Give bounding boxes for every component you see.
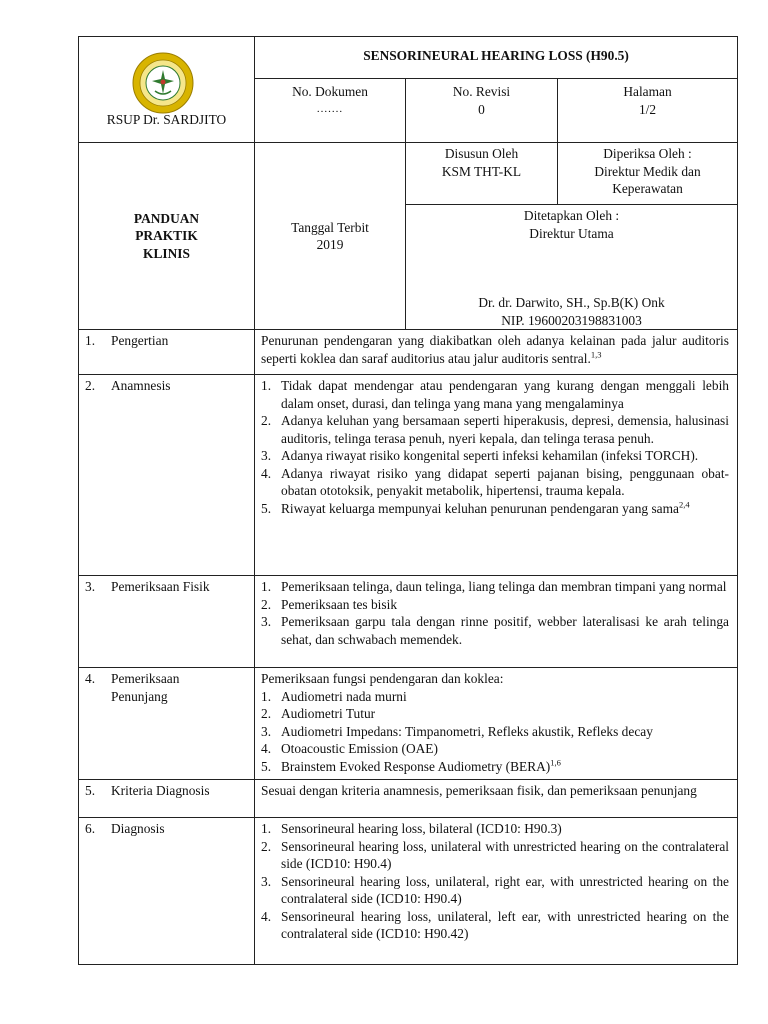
list-item: 2. Sensorineural hearing loss, unilateral with unrestricted hearing on the contralateral side (ICD10: H90.4) — [261, 838, 729, 871]
row-pengertian — [79, 330, 738, 375]
label-diagnosis: 6. Diagnosis — [79, 818, 255, 965]
list-item: 1. Audiometri nada murni — [261, 688, 407, 704]
label-penunjang: 4. Pemeriksaan Penunjang — [79, 668, 255, 780]
doc-number-label: No. Dokumen — [292, 84, 368, 99]
row-diagnosis — [79, 818, 738, 965]
revision-label: No. Revisi — [452, 84, 511, 99]
content-fisik — [255, 576, 738, 668]
page-cell — [558, 79, 738, 143]
page-label: Halaman — [623, 84, 672, 99]
doc-number-cell — [255, 79, 406, 143]
label-pengertian: 1. Pengertian — [79, 330, 255, 375]
revision-value: 0 — [478, 101, 485, 117]
ref-pengertian: 1,3 — [590, 349, 602, 360]
content-anamnesis — [255, 375, 738, 576]
label-kriteria: 5. Kriteria Diagnosis — [79, 780, 255, 818]
hospital-logo-cell — [79, 37, 255, 143]
signer-nip: NIP. 19600203198831003 — [501, 312, 642, 328]
guide-title: PANDUAN PRAKTIK KLINIS — [79, 143, 255, 330]
row-fisik — [79, 576, 738, 668]
checked-by-value: Direktur Medik dan Keperawatan — [594, 163, 701, 196]
approved-by-cell — [406, 205, 738, 330]
list-item: 1. Sensorineural hearing loss, bilateral (ICD10: H90.3) — [261, 821, 562, 836]
hospital-name: RSUP Dr. SARDJITO — [106, 112, 227, 127]
hospital-logo-icon — [131, 51, 195, 115]
compiled-by-cell — [406, 143, 558, 205]
list-item: 3. Pemeriksaan garpu tala dengan rinne positif, webber lateralisasi ke arah telinga sehat, dan schwabach memendek. — [261, 614, 729, 647]
row-anamnesis — [79, 375, 738, 576]
checked-by-label: Diperiksa Oleh : — [603, 146, 692, 161]
list-item: 4. Adanya riwayat risiko yang didapat seperti pajanan bising, penggunaan obat-obatan ototoksik, penyakit metabolik, hipertensi, trauma kepala. — [261, 465, 729, 498]
approved-by-value: Direktur Utama — [529, 225, 614, 241]
list-item: 4. Otoacoustic Emission (OAE) — [261, 741, 438, 756]
doc-number-value: ....... — [316, 102, 344, 115]
content-penunjang — [255, 668, 738, 780]
document — [78, 36, 737, 965]
approved-by-label: Ditetapkan Oleh : — [523, 208, 620, 223]
issue-date-value: 2019 — [316, 237, 344, 252]
list-item: 1. Tidak dapat mendengar atau pendengaran yang kurang dengan menggali lebih dalam onset, durasi, dan telinga yang mana yang mengalaminya — [261, 378, 729, 411]
signer-name: Dr. dr. Darwito, SH., Sp.B(K) Onk — [478, 295, 665, 310]
ref-penunjang: 1,6 — [550, 757, 561, 768]
label-anamnesis: 2. Anamnesis — [79, 375, 255, 576]
content-diagnosis — [255, 818, 738, 965]
row-kriteria — [79, 780, 738, 818]
label-fisik: 3. Pemeriksaan Fisik — [79, 576, 255, 668]
row-penunjang — [79, 668, 738, 780]
issue-date-label: Tanggal Terbit — [291, 219, 369, 235]
checked-by-cell — [558, 143, 738, 205]
list-item: 5. Brainstem Evoked Response Audiometry (BERA)$^{1,6}$ — [261, 757, 561, 774]
list-item: 3. Adanya riwayat risiko kongenital seperti infeksi kehamilan (infeksi TORCH). — [261, 448, 699, 463]
list-item: 5. Riwayat keluarga mempunyai keluhan penurunan pendengaran yang sama$^{2,4}$ — [261, 499, 690, 516]
anamnesis-list — [261, 377, 729, 517]
ref-anamnesis: 2,4 — [679, 499, 690, 510]
signer-block — [406, 294, 737, 329]
fisik-list — [261, 578, 729, 648]
list-item: 2. Audiometri Tutur — [261, 706, 376, 721]
compiled-by-label: Disusun Oleh — [444, 146, 519, 161]
content-kriteria: Sesuai dengan kriteria anamnesis, pemeriksaan fisik, dan pemeriksaan penunjang — [255, 780, 738, 818]
list-item: 3. Sensorineural hearing loss, unilateral, right ear, with unrestricted hearing on the contralateral side (ICD10: H90.4) — [261, 873, 729, 906]
revision-cell — [406, 79, 558, 143]
list-item: 2. Pemeriksaan tes bisik — [261, 596, 398, 612]
penunjang-intro: Pemeriksaan fungsi pendengaran dan koklea: — [261, 671, 504, 686]
issue-date-cell — [255, 143, 406, 330]
penunjang-list — [261, 688, 729, 776]
header-table — [78, 36, 738, 330]
content-pengertian: Penurunan pendengaran yang diakibatkan oleh adanya kelainan pada jalur auditoris seperti koklea dan saraf auditorius atau jalur auditoris sentral.$^{1,3}$ — [255, 330, 738, 375]
list-item: 3. Audiometri Impedans: Timpanometri, Refleks akustik, Refleks decay — [261, 723, 653, 739]
list-item: 2. Adanya keluhan yang bersamaan seperti hiperakusis, depresi, demensia, halusinasi auditoris, telinga terasa penuh, nyeri kepala, dan telinga terasa penuh. — [261, 413, 729, 446]
compiled-by-value: KSM THT-KL — [441, 163, 522, 179]
page-value: 1/2 — [638, 101, 657, 117]
list-item: 4. Sensorineural hearing loss, unilateral, left ear, with unrestricted hearing on the contralateral side (ICD10: H90.42) — [261, 908, 729, 941]
diagnosis-list — [261, 820, 729, 943]
document-title: SENSORINEURAL HEARING LOSS (H90.5) — [255, 37, 738, 79]
list-item: 1. Pemeriksaan telinga, daun telinga, liang telinga dan membran timpani yang normal — [261, 579, 727, 594]
content-table — [78, 329, 738, 965]
